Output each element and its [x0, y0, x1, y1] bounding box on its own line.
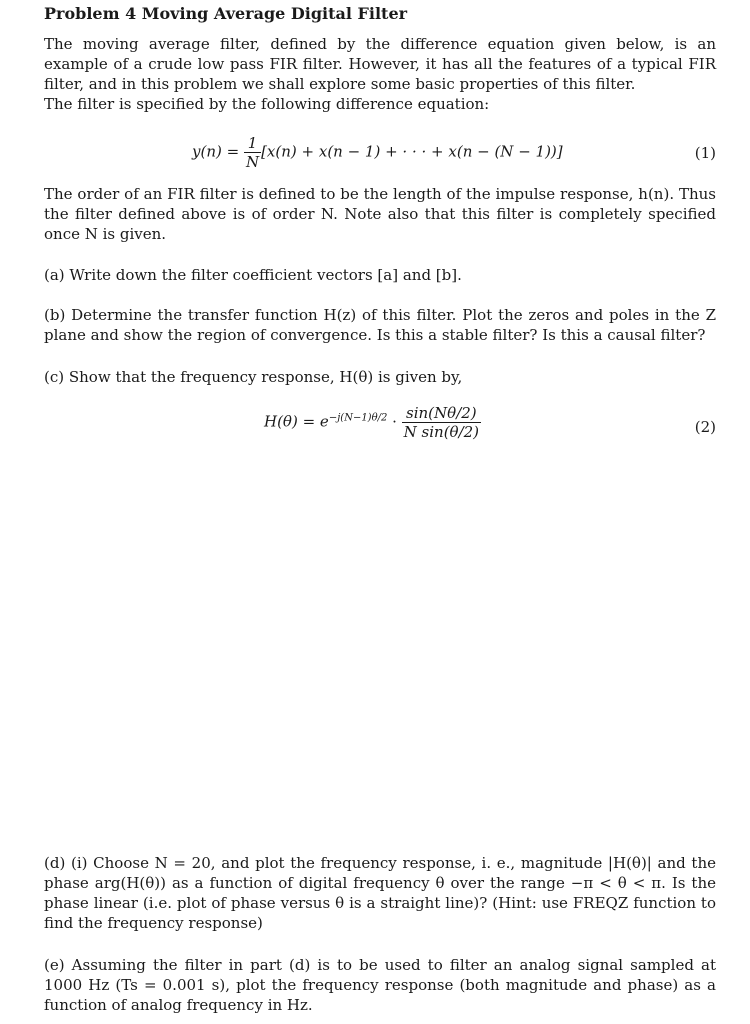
equation-2-lhs: H(θ) = e	[264, 412, 329, 431]
part-c	[44, 367, 716, 387]
problem-title: Problem 4 Moving Average Digital Filter	[44, 4, 408, 23]
equation-1-fraction	[244, 134, 261, 171]
order-paragraph: The order of an FIR filter is defined to be the length of the impulse response, h(n). Thus the filter defined above is of order N. Note also that this filter is completely specified once N is given.	[44, 185, 716, 243]
equation-2-fraction	[402, 404, 481, 441]
part-d-text: (d) (i) Choose N = 20, and plot the frequency response, i. e., magnitude |H(θ)| and the phase arg(H(θ)) as a function of digital frequency θ over the range −π < θ < π. Is the phase linear (i.e. plot of phase versus θ is a straight line)? (Hint: use FREQZ function to find the frequency response)	[44, 854, 716, 932]
part-c-text: (c) Show that the frequency response, H(θ) is given by,	[44, 368, 463, 386]
order-section	[44, 184, 716, 244]
part-e-text: (e) Assuming the filter in part (d) is to be used to filter an analog signal sampled at 1000 Hz (Ts = 0.001 s), plot the frequency response (both magnitude and phase) as a function of analog frequency in Hz.	[44, 956, 716, 1014]
equation-1-frac-denominator: N	[245, 153, 260, 171]
equation-1-frac-numerator: 1	[244, 134, 261, 153]
equation-2	[44, 404, 716, 452]
equation-2-frac-numerator: sin(Nθ/2)	[402, 404, 481, 423]
equation-1-number: (1)	[694, 144, 716, 162]
equation-1	[44, 134, 716, 174]
part-a-text: (a) Write down the filter coefficient vectors [a] and [b].	[44, 266, 462, 284]
equation-2-body	[264, 404, 481, 441]
equation-2-exponent: −j(N−1)θ/2	[328, 412, 388, 424]
equation-2-dot: ·	[387, 412, 402, 431]
equation-2-number: (2)	[694, 418, 716, 436]
equation-2-frac-denominator: N sin(θ/2)	[403, 423, 480, 441]
equation-1-lhs: y(n) =	[192, 142, 244, 161]
part-b	[44, 305, 716, 345]
intro-equation-lead: The filter is specified by the following difference equation:	[44, 95, 490, 113]
equation-1-body	[192, 134, 563, 171]
intro-section	[44, 34, 716, 114]
part-b-text: (b) Determine the transfer function H(z) of this filter. Plot the zeros and poles in the Z plane and show the region of convergence. Is this a stable filter? Is this a causal filter?	[44, 306, 716, 344]
equation-1-rhs: [x(n) + x(n − 1) + · · · + x(n − (N − 1))]	[261, 142, 563, 161]
intro-paragraph: The moving average filter, defined by the difference equation given below, is an example of a crude low pass FIR filter. However, it has all the features of a typical FIR filter, and in this problem we shall explore some basic properties of this filter.	[44, 35, 716, 93]
part-d	[44, 853, 716, 933]
part-e	[44, 955, 716, 1015]
part-a	[44, 265, 716, 285]
